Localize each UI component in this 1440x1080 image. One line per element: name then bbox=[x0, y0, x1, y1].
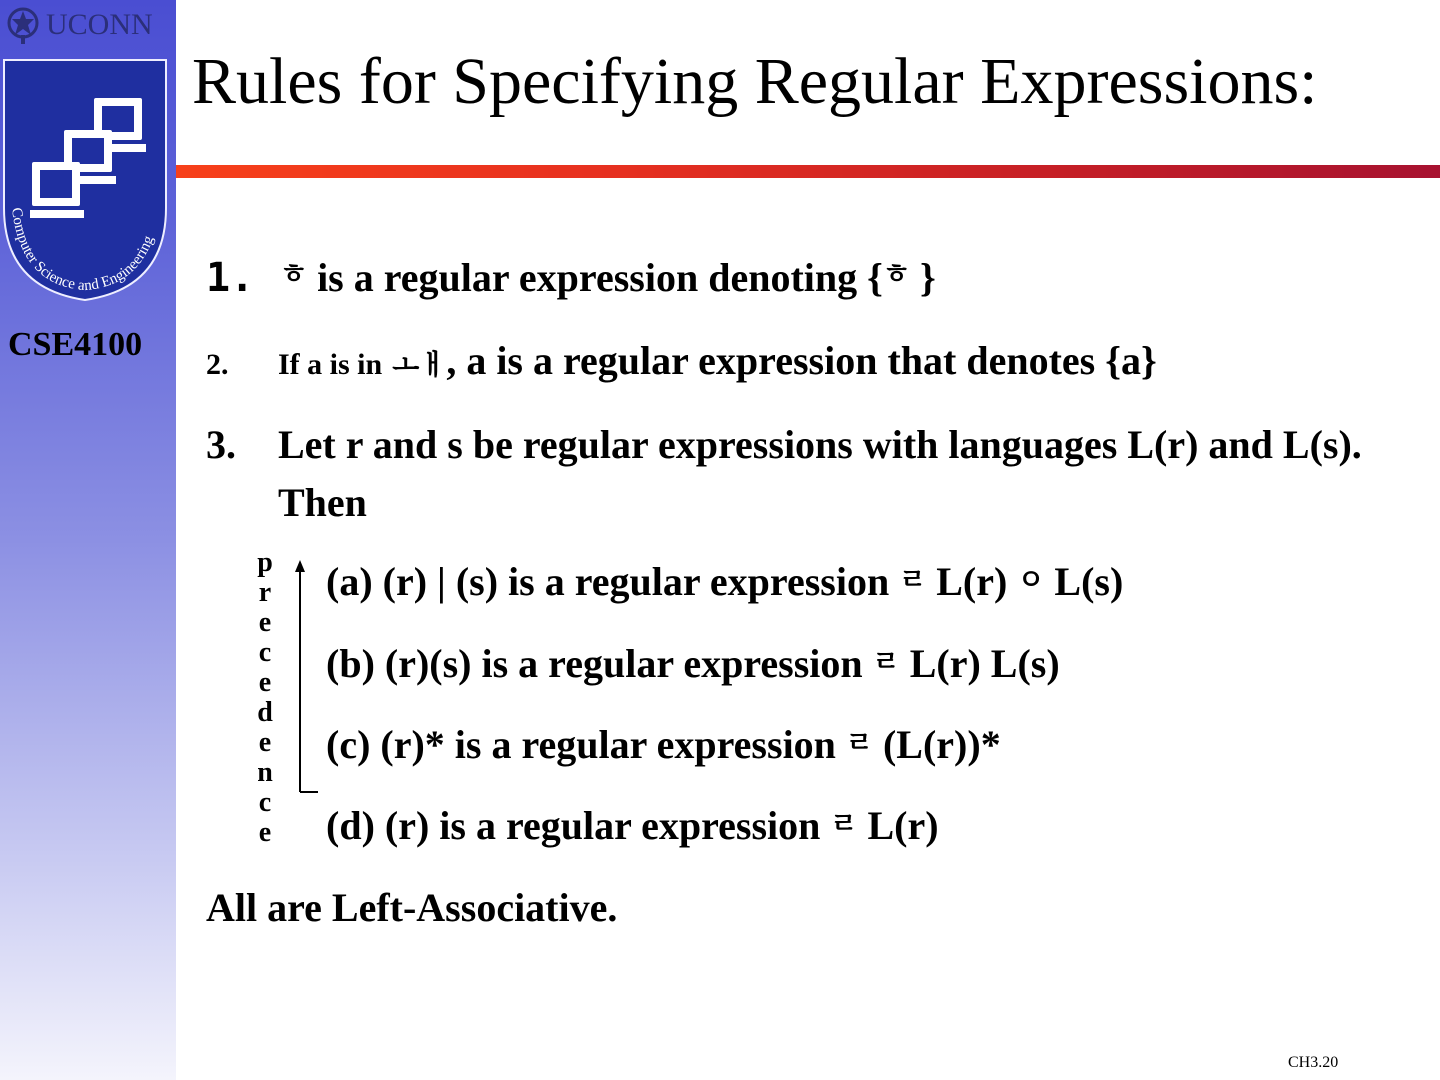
rule-text-end: } bbox=[919, 255, 936, 300]
alphabet-symbol: ㅗㅐ bbox=[392, 348, 447, 381]
sub-rule-language: L(s) bbox=[1054, 559, 1124, 604]
precedence-letter: e bbox=[258, 817, 272, 848]
sub-rule-text: (c) (r)* is a regular expression bbox=[326, 722, 836, 767]
precedence-letter: r bbox=[258, 577, 272, 608]
rule-number: 2. bbox=[206, 348, 229, 381]
sub-rule-language: L(r) bbox=[936, 559, 1008, 604]
union-symbol: ㅇ bbox=[1017, 563, 1045, 596]
oak-leaf-icon bbox=[4, 5, 42, 45]
denotes-symbol: ㄹ bbox=[899, 563, 927, 596]
sub-rule-language: L(r) L(s) bbox=[909, 641, 1060, 686]
uconn-logo bbox=[4, 4, 162, 46]
rule-number: 3. bbox=[206, 422, 236, 467]
slide-title: Rules for Specifying Regular Expressions: bbox=[192, 45, 1318, 118]
sub-rule-language: (L(r))* bbox=[882, 722, 1001, 767]
denotes-symbol: ㄹ bbox=[830, 807, 858, 840]
sub-rule-text: (a) (r) | (s) is a regular expression bbox=[326, 559, 890, 604]
course-code: CSE4100 bbox=[8, 326, 143, 363]
associativity-note: All are Left-Associative. bbox=[206, 885, 618, 930]
precedence-letter: d bbox=[257, 697, 273, 728]
sub-rule-b bbox=[326, 640, 1060, 687]
slide-number: CH3.20 bbox=[1288, 1054, 1339, 1071]
sub-rule-c bbox=[326, 721, 1001, 768]
uconn-logo-text: UCONN bbox=[46, 8, 153, 41]
computer-science-shield-logo bbox=[2, 58, 168, 302]
rule-2 bbox=[206, 337, 1157, 384]
sub-rule-text: (d) (r) is a regular expression bbox=[326, 803, 821, 848]
precedence-letter: p bbox=[257, 547, 273, 578]
epsilon-symbol: ㅎ bbox=[280, 257, 308, 290]
rule-1 bbox=[206, 252, 936, 301]
precedence-letter: e bbox=[258, 607, 272, 638]
title-divider bbox=[176, 165, 1440, 178]
rule-text: Let r and s be regular expressions with languages L(r) and L(s). Then bbox=[278, 422, 1362, 525]
rule-prefix: If a is in bbox=[278, 348, 383, 381]
sub-rule-d bbox=[326, 802, 939, 849]
precedence-label bbox=[254, 548, 276, 848]
precedence-letter: c bbox=[258, 637, 272, 668]
sidebar bbox=[0, 0, 176, 1080]
precedence-letter: n bbox=[257, 757, 273, 788]
sub-rule-text: (b) (r)(s) is a regular expression bbox=[326, 641, 863, 686]
precedence-letter: c bbox=[258, 787, 272, 818]
rule-number: 1. bbox=[206, 255, 255, 301]
precedence-letter: e bbox=[258, 667, 272, 698]
rule-text: , a is a regular expression that denotes {a} bbox=[446, 338, 1157, 383]
sub-rule-language: L(r) bbox=[867, 803, 939, 848]
denotes-symbol: ㄹ bbox=[872, 645, 900, 678]
shield-text-path: Computer Science and Engineering bbox=[7, 206, 157, 295]
sub-rule-a bbox=[326, 558, 1123, 605]
precedence-arrow-icon bbox=[286, 560, 322, 800]
precedence-letter: e bbox=[258, 727, 272, 758]
epsilon-symbol: ㅎ bbox=[882, 257, 910, 290]
rule-3 bbox=[206, 416, 1406, 532]
denotes-symbol: ㄹ bbox=[845, 726, 873, 759]
rule-text: is a regular expression denoting { bbox=[317, 255, 883, 300]
